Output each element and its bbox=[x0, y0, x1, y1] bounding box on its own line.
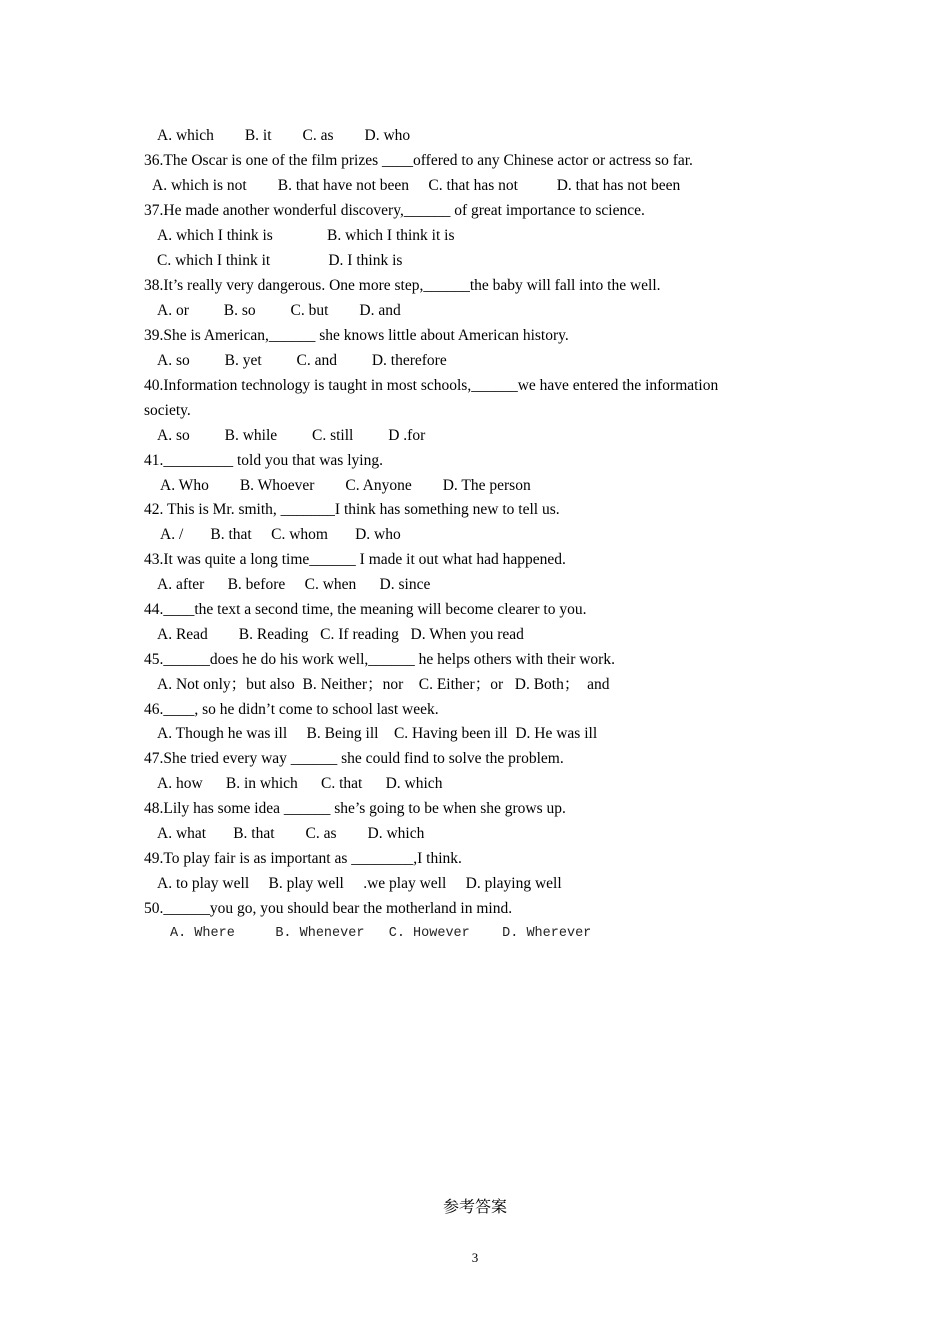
q40-options: A. so B. while C. still D .for bbox=[157, 427, 426, 444]
q42-question: 42. This is Mr. smith, _______I think has something new to tell us. bbox=[144, 501, 560, 518]
q46-options: A. Though he was ill B. Being ill C. Having been ill D. He was ill bbox=[157, 725, 598, 742]
q36-question: 36.The Oscar is one of the film prizes ____offered to any Chinese actor or actress so far. bbox=[144, 152, 693, 169]
q42-options: A. / B. that C. whom D. who bbox=[157, 526, 401, 543]
q43-question: 43.It was quite a long time______ I made it out what had happened. bbox=[144, 551, 566, 568]
q40-question: 40.Information technology is taught in most schools,______we have entered the information bbox=[144, 377, 719, 394]
q39-question: 39.She is American,______ she knows little about American history. bbox=[144, 327, 569, 344]
q36-options: A. which is not B. that have not been C. that has not D. that has not been bbox=[149, 177, 681, 194]
page-number: 3 bbox=[471, 1250, 479, 1265]
q50-options: A. Where B. Whenever C. However D. Wherever bbox=[170, 926, 592, 941]
q45-options: A. Not only；but also B. Neither；nor C. Either；or D. Both； and bbox=[157, 676, 610, 693]
q44-question: 44.____the text a second time, the meaning will become clearer to you. bbox=[144, 601, 587, 618]
q41-options: A. Who B. Whoever C. Anyone D. The person bbox=[157, 477, 531, 494]
q37-question: 37.He made another wonderful discovery,______ of great importance to science. bbox=[144, 202, 645, 219]
q39-options: A. so B. yet C. and D. therefore bbox=[157, 352, 447, 369]
q49-options: A. to play well B. play well .we play well D. playing well bbox=[157, 875, 562, 892]
q37-options-row1: A. which I think is B. which I think it is bbox=[157, 227, 455, 244]
q43-options: A. after B. before C. when D. since bbox=[157, 576, 431, 593]
q41-question: 41._________ told you that was lying. bbox=[144, 452, 383, 469]
q35-options: A. which B. it C. as D. who bbox=[157, 127, 411, 144]
q48-options: A. what B. that C. as D. which bbox=[157, 825, 425, 842]
q45-question: 45.______does he do his work well,______ he helps others with their work. bbox=[144, 651, 615, 668]
q49-question: 49.To play fair is as important as ________,I think. bbox=[144, 850, 462, 867]
q48-question: 48.Lily has some idea ______ she’s going to be when she grows up. bbox=[144, 800, 566, 817]
q44-options: A. Read B. Reading C. If reading D. When you read bbox=[157, 626, 524, 643]
q40-question-cont: society. bbox=[144, 402, 191, 419]
q50-question: 50.______you go, you should bear the motherland in mind. bbox=[144, 900, 513, 917]
q46-question: 46.____, so he didn’t come to school last week. bbox=[144, 701, 439, 718]
q47-options: A. how B. in which C. that D. which bbox=[157, 775, 443, 792]
q47-question: 47.She tried every way ______ she could find to solve the problem. bbox=[144, 750, 564, 767]
q38-options: A. or B. so C. but D. and bbox=[157, 302, 401, 319]
q38-question: 38.It’s really very dangerous. One more step,______the baby will fall into the well. bbox=[144, 277, 661, 294]
q37-options-row2: C. which I think it D. I think is bbox=[157, 252, 403, 269]
answer-key-heading: 参考答案 bbox=[442, 1199, 507, 1216]
